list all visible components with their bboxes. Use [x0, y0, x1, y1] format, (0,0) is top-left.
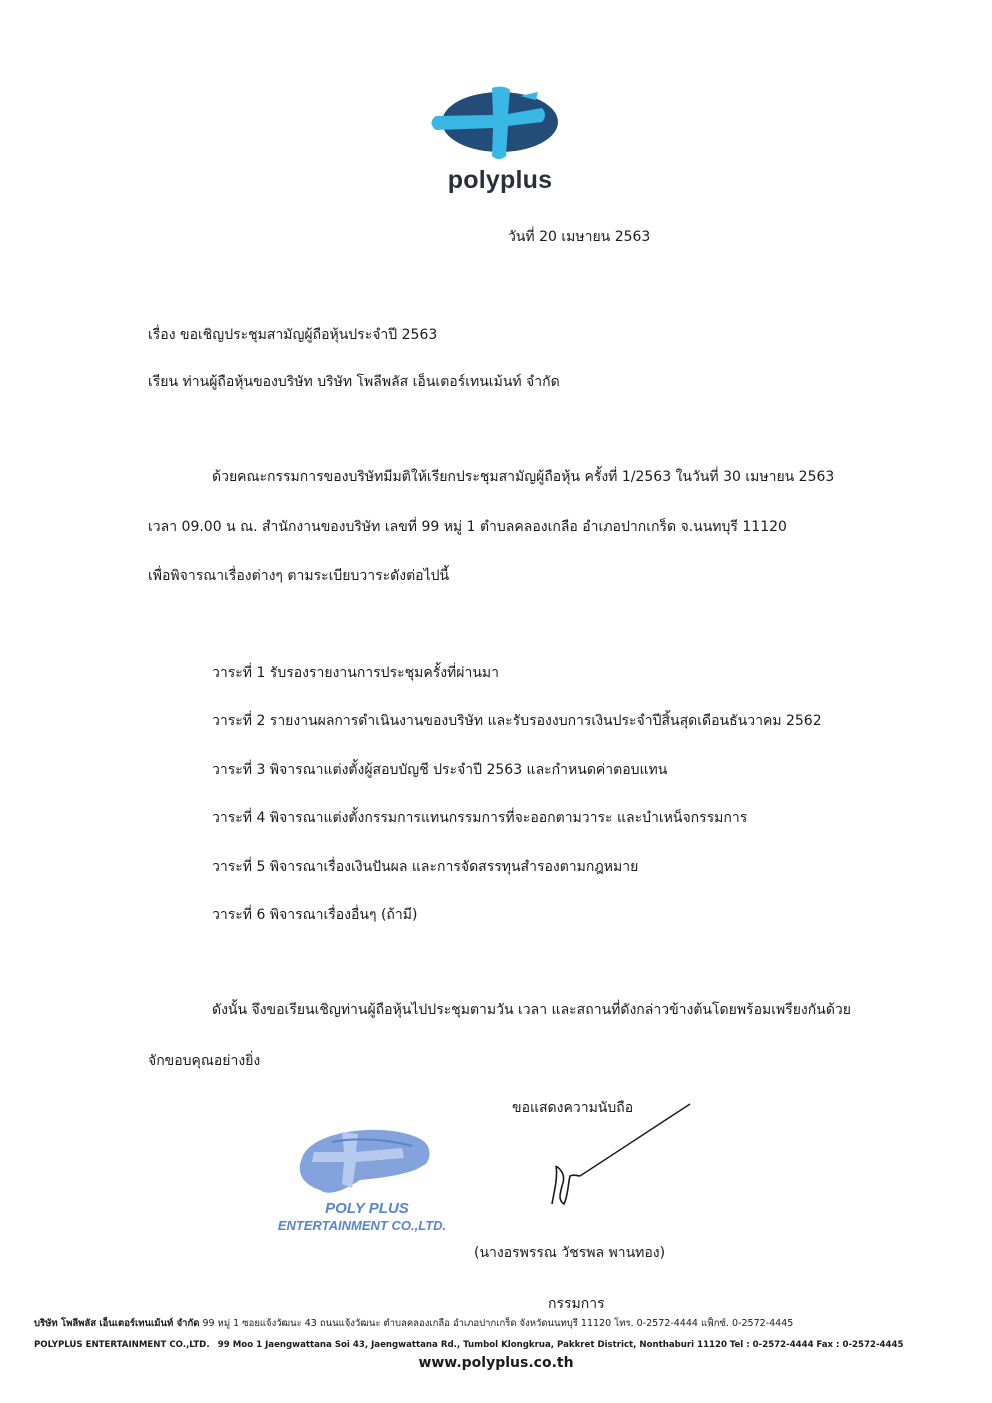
stamp-line-2: ENTERTAINMENT CO.,LTD. — [277, 1218, 447, 1233]
body-line-1: ด้วยคณะกรรมการของบริษัทมีมติให้เรียกประชุมสามัญผู้ถือหุ้น ครั้งที่ 1/2563 ในวันที่ 30 เมษายน 2563 — [212, 469, 835, 485]
agenda-item-1: วาระที่ 1 รับรองรายงานการประชุมครั้งที่ผ่านมา — [212, 665, 500, 681]
footer-thai — [34, 1318, 793, 1330]
signer-name: (นางอรพรรณ วัชรพล พานทอง) — [474, 1245, 666, 1261]
footer-website: www.polyplus.co.th — [418, 1355, 574, 1371]
agenda-item-2: วาระที่ 2 รายงานผลการดำเนินงานของบริษัท และรับรองงบการเงินประจำปีสิ้นสุดเดือนธันวาคม 2562 — [212, 713, 822, 729]
agenda-item-6: วาระที่ 6 พิจารณาเรื่องอื่นๆ (ถ้ามี) — [212, 907, 418, 923]
body-line-2: เวลา 09.00 น ณ. สำนักงานของบริษัท เลขที่ 99 หมู่ 1 ตำบลคลองเกลือ อำเภอปากเกร็ด จ.นนทบุรี 11120 — [148, 519, 787, 535]
letter-recipient: เรียน ท่านผู้ถือหุ้นของบริษัท บริษัท โพลีพลัส เอ็นเตอร์เทนเม้นท์ จำกัด — [148, 374, 560, 390]
letter-subject: เรื่อง ขอเชิญประชุมสามัญผู้ถือหุ้นประจำปี 2563 — [148, 327, 438, 343]
footer-company-th: บริษัท โพลีพลัส เอ็นเตอร์เทนเม้นท์ จำกัด — [34, 1318, 200, 1329]
footer-address-en: 99 Moo 1 Jaengwattana Soi 43, Jaengwattana Rd., Tumbol Klongkrua, Pakkret District, Nonthaburi 11120 — [217, 1340, 728, 1350]
footer-company-en: POLYPLUS ENTERTAINMENT CO.,LTD. — [34, 1340, 210, 1350]
signer-position: กรรมการ — [548, 1296, 605, 1312]
signature — [540, 1100, 700, 1210]
agenda-item-5: วาระที่ 5 พิจารณาเรื่องเงินปันผล และการจัดสรรทุนสำรองตามกฎหมาย — [212, 859, 639, 875]
agenda-item-3: วาระที่ 3 พิจารณาแต่งตั้งผู้สอบบัญชี ประจำปี 2563 และกำหนดค่าตอบแทน — [212, 762, 668, 778]
footer-fax: Fax : 0-2572-4445 — [816, 1340, 904, 1350]
footer-address-th: 99 หมู่ 1 ซอยแจ้งวัฒนะ 43 ถนนแจ้งวัฒนะ ตำบลคลองเกลือ อำเภอปากเกร็ด จังหวัดนนทบุรี 11120 โทร. 0-2572-4444 แฟ็กซ์. 0-2572-4445 — [202, 1318, 794, 1329]
footer-english — [34, 1339, 903, 1351]
body-line-3: เพื่อพิจารณาเรื่องต่างๆ ตามระเบียบวาระดังต่อไปนี้ — [148, 568, 450, 584]
regards-text: ขอแสดงความนับถือ — [512, 1100, 634, 1116]
brand-wordmark: polyplus — [447, 166, 553, 194]
stamp-line-1: POLY PLUS — [325, 1200, 409, 1217]
agenda-item-4: วาระที่ 4 พิจารณาแต่งตั้งกรรมการแทนกรรมการที่จะออกตามวาระ และบำเหน็จกรรมการ — [212, 810, 748, 826]
closing-line-1: ดังนั้น จึงขอเรียนเชิญท่านผู้ถือหุ้นไปประชุมตามวัน เวลา และสถานที่ดังกล่าวข้างต้นโดยพร้อมเพรียงกันด้วย — [212, 1002, 851, 1018]
footer-tel: Tel : 0-2572-4444 — [729, 1340, 814, 1350]
closing-line-2: จักขอบคุณอย่างยิ่ง — [148, 1053, 261, 1069]
letter-date: วันที่ 20 เมษายน 2563 — [508, 229, 651, 245]
